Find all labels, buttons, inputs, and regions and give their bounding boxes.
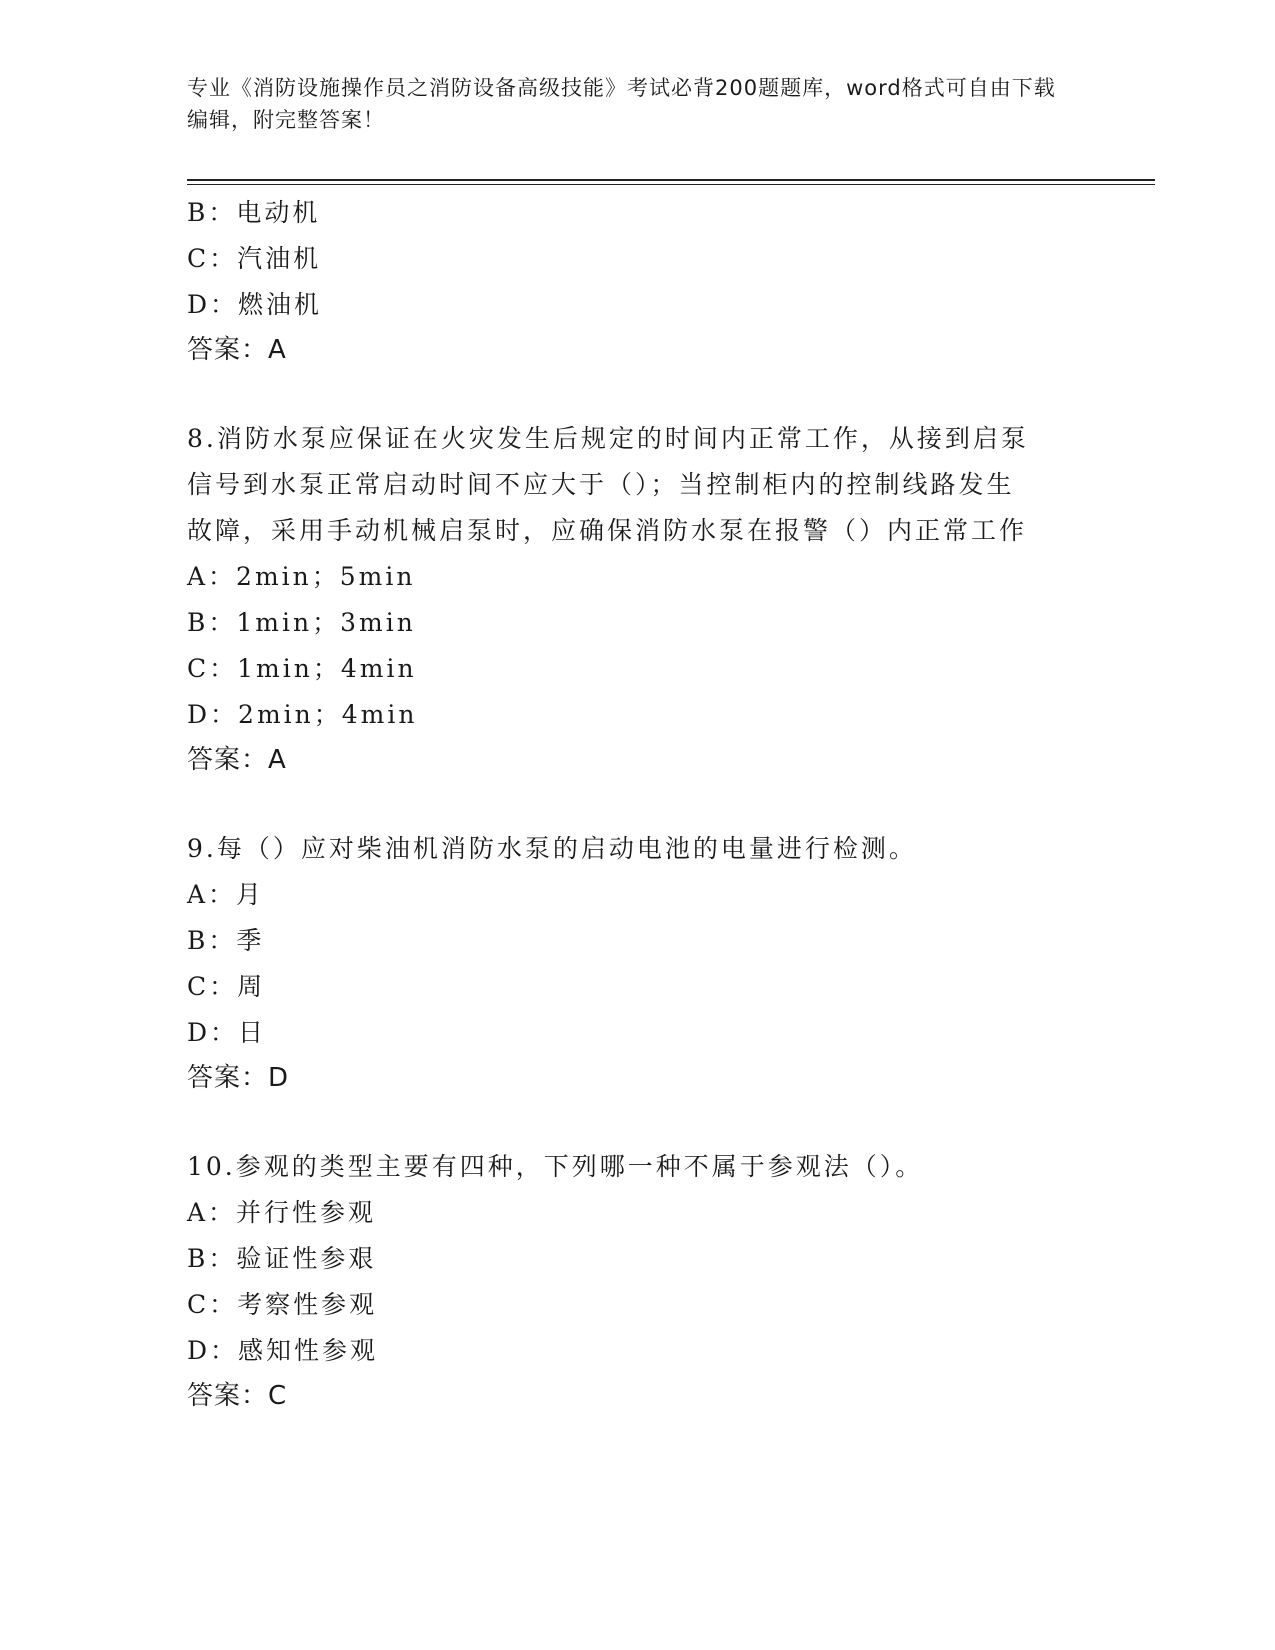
- answer: 答案：A: [187, 745, 287, 775]
- option-c: C：周: [187, 972, 266, 1001]
- option-b: B：验证性参艰: [187, 1244, 377, 1273]
- option-a: A：月: [187, 880, 265, 909]
- option-b: B：季: [187, 926, 265, 955]
- option-a: A：2min；5min: [187, 562, 416, 591]
- document-header: 专业《消防设施操作员之消防设备高级技能》考试必背200题题库，word格式可自由下载编辑，附完整答案！: [187, 76, 1056, 132]
- question-text: 9.每（）应对柴油机消防水泵的启动电池的电量进行检测。: [187, 834, 917, 863]
- header-divider: [187, 179, 1155, 181]
- header-divider-thin: [187, 184, 1155, 185]
- answer: 答案：C: [187, 1381, 288, 1411]
- option-d: D：感知性参观: [187, 1336, 379, 1365]
- question-8: [187, 416, 1087, 782]
- question-9: [187, 826, 1087, 1100]
- option-d: D：燃油机: [187, 290, 323, 319]
- question-10: [187, 1144, 1087, 1418]
- question-text: 8.消防水泵应保证在火灾发生后规定的时间内正常工作，从接到启泵: [187, 424, 1029, 453]
- question-7-tail: [187, 190, 1087, 372]
- option-c: C：汽油机: [187, 244, 322, 273]
- question-text: 信号到水泵正常启动时间不应大于（）；当控制柜内的控制线路发生: [187, 470, 1015, 499]
- answer: 答案：D: [187, 1063, 290, 1093]
- option-c: C：1min；4min: [187, 654, 417, 683]
- option-b: B：1min；3min: [187, 608, 416, 637]
- option-c: C：考察性参观: [187, 1290, 378, 1319]
- option-d: D：2min；4min: [187, 700, 418, 729]
- option-b: B：电动机: [187, 198, 321, 227]
- answer: 答案：A: [187, 335, 287, 365]
- option-a: A：并行性参观: [187, 1198, 377, 1227]
- question-text: 故障，采用手动机械启泵时，应确保消防水泵在报警（）内正常工作: [187, 516, 1028, 545]
- question-text: 10.参观的类型主要有四种，下列哪一种不属于参观法（）。: [187, 1152, 924, 1181]
- question-list: [187, 190, 1087, 1418]
- option-d: D：日: [187, 1018, 267, 1047]
